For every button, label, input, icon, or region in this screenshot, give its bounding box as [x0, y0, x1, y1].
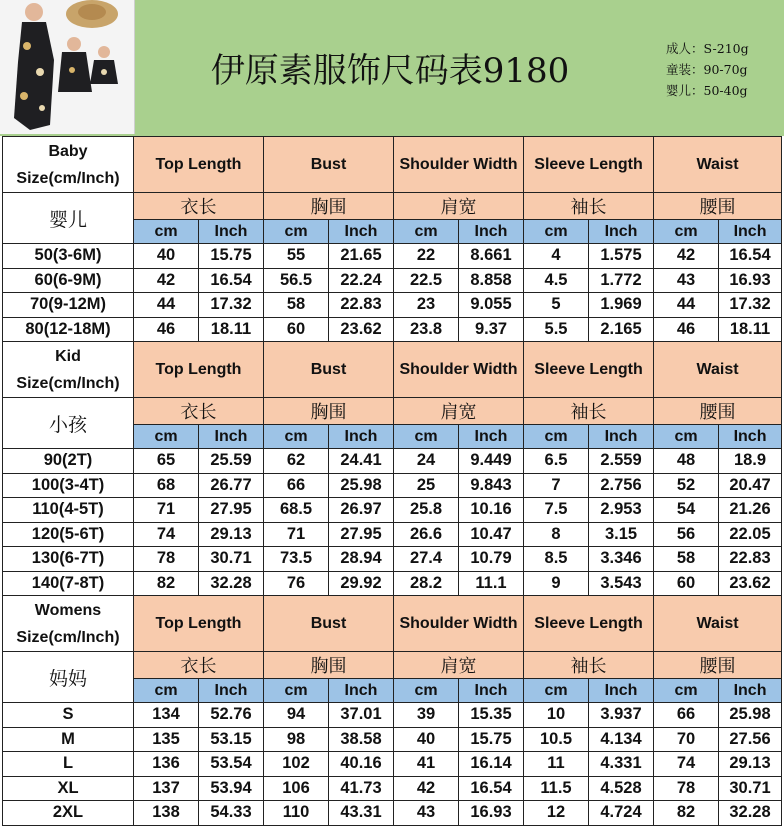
unit-inch: Inch	[589, 425, 654, 449]
column-chinese-header: 胸围	[264, 652, 394, 679]
table-cell: 25.98	[329, 473, 394, 498]
table-cell: 70	[654, 727, 719, 752]
column-header: Waist	[654, 137, 782, 193]
column-header: Shoulder Width	[394, 137, 524, 193]
table-cell: 135	[134, 727, 199, 752]
column-chinese-header: 胸围	[264, 398, 394, 425]
table-cell: 24	[394, 449, 459, 474]
unit-inch: Inch	[199, 220, 264, 244]
table-cell: 40.16	[329, 752, 394, 777]
unit-inch: Inch	[329, 679, 394, 703]
table-cell: 1.772	[589, 268, 654, 293]
table-cell: 110	[264, 801, 329, 826]
column-chinese-header: 腰围	[654, 398, 782, 425]
table-cell: 21.26	[719, 498, 782, 523]
table-cell: 38.58	[329, 727, 394, 752]
table-cell: 9	[524, 571, 589, 596]
chinese-header-row	[3, 193, 782, 220]
table-cell: 3.15	[589, 522, 654, 547]
size-label: 70(9-12M)	[3, 293, 134, 318]
group-header-row	[3, 596, 782, 652]
table-cell: 40	[134, 244, 199, 269]
size-label: 50(3-6M)	[3, 244, 134, 269]
table-cell: 16.93	[719, 268, 782, 293]
table-row	[3, 801, 782, 826]
table-cell: 102	[264, 752, 329, 777]
table-cell: 42	[134, 268, 199, 293]
table-cell: 48	[654, 449, 719, 474]
table-cell: 5.5	[524, 317, 589, 342]
column-chinese-header: 袖长	[524, 398, 654, 425]
table-cell: 27.95	[329, 522, 394, 547]
unit-cm: cm	[524, 679, 589, 703]
table-cell: 30.71	[719, 776, 782, 801]
table-cell: 41.73	[329, 776, 394, 801]
table-cell: 8	[524, 522, 589, 547]
table-cell: 137	[134, 776, 199, 801]
unit-cm: cm	[134, 425, 199, 449]
unit-cm: cm	[134, 679, 199, 703]
table-cell: 8.5	[524, 547, 589, 572]
group-label: Baby Size(cm/Inch)	[3, 137, 134, 193]
table-cell: 76	[264, 571, 329, 596]
table-cell: 25	[394, 473, 459, 498]
table-cell: 9.37	[459, 317, 524, 342]
size-label: 130(6-7T)	[3, 547, 134, 572]
unit-inch: Inch	[329, 220, 394, 244]
table-cell: 43	[654, 268, 719, 293]
table-cell: 56	[654, 522, 719, 547]
table-cell: 82	[134, 571, 199, 596]
table-cell: 53.94	[199, 776, 264, 801]
column-header: Top Length	[134, 596, 264, 652]
table-cell: 71	[264, 522, 329, 547]
weight-adult: 成人：S-210g	[666, 41, 749, 56]
unit-inch: Inch	[329, 425, 394, 449]
size-label: XL	[3, 776, 134, 801]
table-cell: 52.76	[199, 703, 264, 728]
table-cell: 71	[134, 498, 199, 523]
unit-inch: Inch	[589, 679, 654, 703]
unit-cm: cm	[264, 220, 329, 244]
size-label: 60(6-9M)	[3, 268, 134, 293]
size-label: S	[3, 703, 134, 728]
unit-inch: Inch	[719, 679, 782, 703]
column-chinese-header: 腰围	[654, 193, 782, 220]
column-header: Sleeve Length	[524, 137, 654, 193]
table-cell: 9.055	[459, 293, 524, 318]
unit-cm: cm	[394, 425, 459, 449]
unit-cm: cm	[394, 679, 459, 703]
table-cell: 42	[654, 244, 719, 269]
table-cell: 9.449	[459, 449, 524, 474]
table-cell: 94	[264, 703, 329, 728]
table-cell: 20.47	[719, 473, 782, 498]
table-cell: 68.5	[264, 498, 329, 523]
table-cell: 1.575	[589, 244, 654, 269]
table-row	[3, 776, 782, 801]
table-cell: 26.97	[329, 498, 394, 523]
table-cell: 56.5	[264, 268, 329, 293]
table-cell: 29.92	[329, 571, 394, 596]
table-row	[3, 293, 782, 318]
group-chinese-label: 婴儿	[3, 193, 134, 244]
table-cell: 15.35	[459, 703, 524, 728]
column-header: Top Length	[134, 137, 264, 193]
page-title: 伊原素服饰尺码表9180	[210, 51, 570, 91]
table-cell: 68	[134, 473, 199, 498]
table-cell: 55	[264, 244, 329, 269]
table-cell: 42	[394, 776, 459, 801]
table-cell: 10	[524, 703, 589, 728]
table-cell: 28.2	[394, 571, 459, 596]
table-cell: 4.528	[589, 776, 654, 801]
table-cell: 22.5	[394, 268, 459, 293]
table-cell: 40	[394, 727, 459, 752]
column-header: Waist	[654, 596, 782, 652]
table-cell: 25.98	[719, 703, 782, 728]
table-cell: 18.9	[719, 449, 782, 474]
table-cell: 41	[394, 752, 459, 777]
table-cell: 44	[134, 293, 199, 318]
table-cell: 3.937	[589, 703, 654, 728]
table-row	[3, 244, 782, 269]
unit-inch: Inch	[719, 425, 782, 449]
unit-cm: cm	[264, 679, 329, 703]
size-label: 90(2T)	[3, 449, 134, 474]
unit-inch: Inch	[719, 220, 782, 244]
table-cell: 3.543	[589, 571, 654, 596]
unit-inch: Inch	[199, 425, 264, 449]
size-label: 80(12-18M)	[3, 317, 134, 342]
table-cell: 98	[264, 727, 329, 752]
unit-inch: Inch	[459, 679, 524, 703]
table-cell: 43.31	[329, 801, 394, 826]
table-cell: 27.4	[394, 547, 459, 572]
column-header: Sleeve Length	[524, 342, 654, 398]
table-row	[3, 571, 782, 596]
table-cell: 9.843	[459, 473, 524, 498]
unit-cm: cm	[264, 425, 329, 449]
table-cell: 136	[134, 752, 199, 777]
table-cell: 6.5	[524, 449, 589, 474]
table-cell: 15.75	[199, 244, 264, 269]
weight-kid: 童装：90-70g	[666, 62, 748, 77]
column-chinese-header: 腰围	[654, 652, 782, 679]
column-chinese-header: 衣长	[134, 193, 264, 220]
column-chinese-header: 衣长	[134, 398, 264, 425]
table-cell: 15.75	[459, 727, 524, 752]
group-label: Kid Size(cm/Inch)	[3, 342, 134, 398]
column-header: Sleeve Length	[524, 596, 654, 652]
table-cell: 32.28	[719, 801, 782, 826]
unit-cm: cm	[524, 425, 589, 449]
table-cell: 22.24	[329, 268, 394, 293]
table-cell: 27.56	[719, 727, 782, 752]
unit-inch: Inch	[199, 679, 264, 703]
table-cell: 58	[264, 293, 329, 318]
table-cell: 10.16	[459, 498, 524, 523]
table-cell: 58	[654, 547, 719, 572]
table-row	[3, 268, 782, 293]
table-cell: 39	[394, 703, 459, 728]
unit-cm: cm	[654, 220, 719, 244]
table-cell: 22.83	[719, 547, 782, 572]
table-cell: 43	[394, 801, 459, 826]
column-header: Top Length	[134, 342, 264, 398]
group-label: Womens Size(cm/Inch)	[3, 596, 134, 652]
table-cell: 29.13	[199, 522, 264, 547]
table-cell: 74	[134, 522, 199, 547]
table-cell: 24.41	[329, 449, 394, 474]
table-cell: 16.54	[199, 268, 264, 293]
table-cell: 28.94	[329, 547, 394, 572]
unit-inch: Inch	[459, 425, 524, 449]
table-cell: 106	[264, 776, 329, 801]
table-cell: 53.15	[199, 727, 264, 752]
table-cell: 66	[264, 473, 329, 498]
column-header: Bust	[264, 137, 394, 193]
table-row	[3, 522, 782, 547]
table-cell: 4.724	[589, 801, 654, 826]
table-cell: 23	[394, 293, 459, 318]
table-row	[3, 547, 782, 572]
table-cell: 25.59	[199, 449, 264, 474]
column-chinese-header: 肩宽	[394, 193, 524, 220]
table-cell: 12	[524, 801, 589, 826]
table-cell: 7.5	[524, 498, 589, 523]
table-cell: 22.05	[719, 522, 782, 547]
table-cell: 46	[654, 317, 719, 342]
table-cell: 4.331	[589, 752, 654, 777]
table-cell: 73.5	[264, 547, 329, 572]
table-cell: 18.11	[719, 317, 782, 342]
table-cell: 29.13	[719, 752, 782, 777]
table-cell: 82	[654, 801, 719, 826]
header-banner	[0, 0, 784, 136]
size-label: L	[3, 752, 134, 777]
table-cell: 16.14	[459, 752, 524, 777]
column-chinese-header: 肩宽	[394, 398, 524, 425]
unit-inch: Inch	[589, 220, 654, 244]
table-cell: 62	[264, 449, 329, 474]
column-header: Shoulder Width	[394, 596, 524, 652]
table-row	[3, 473, 782, 498]
table-cell: 16.54	[719, 244, 782, 269]
size-chart-table	[2, 136, 782, 826]
table-cell: 8.858	[459, 268, 524, 293]
table-row	[3, 703, 782, 728]
table-cell: 5	[524, 293, 589, 318]
table-cell: 22.83	[329, 293, 394, 318]
unit-cm: cm	[394, 220, 459, 244]
group-header-row	[3, 342, 782, 398]
column-chinese-header: 袖长	[524, 652, 654, 679]
table-cell: 54.33	[199, 801, 264, 826]
unit-cm: cm	[134, 220, 199, 244]
table-row	[3, 727, 782, 752]
table-cell: 30.71	[199, 547, 264, 572]
table-cell: 26.6	[394, 522, 459, 547]
table-cell: 4.5	[524, 268, 589, 293]
table-cell: 25.8	[394, 498, 459, 523]
table-cell: 2.953	[589, 498, 654, 523]
table-cell: 52	[654, 473, 719, 498]
table-cell: 4.134	[589, 727, 654, 752]
table-cell: 21.65	[329, 244, 394, 269]
table-cell: 3.346	[589, 547, 654, 572]
table-cell: 46	[134, 317, 199, 342]
table-cell: 65	[134, 449, 199, 474]
table-cell: 44	[654, 293, 719, 318]
table-row	[3, 449, 782, 474]
table-row	[3, 752, 782, 777]
table-row	[3, 498, 782, 523]
table-cell: 7	[524, 473, 589, 498]
table-cell: 66	[654, 703, 719, 728]
column-header: Shoulder Width	[394, 342, 524, 398]
table-cell: 23.8	[394, 317, 459, 342]
table-cell: 1.969	[589, 293, 654, 318]
table-cell: 54	[654, 498, 719, 523]
unit-cm: cm	[654, 679, 719, 703]
table-cell: 26.77	[199, 473, 264, 498]
dress-photo-illustration	[0, 0, 134, 134]
table-cell: 78	[654, 776, 719, 801]
table-cell: 11.5	[524, 776, 589, 801]
table-cell: 74	[654, 752, 719, 777]
size-label: 2XL	[3, 801, 134, 826]
column-header: Waist	[654, 342, 782, 398]
table-cell: 4	[524, 244, 589, 269]
size-label: 100(3-4T)	[3, 473, 134, 498]
table-cell: 23.62	[329, 317, 394, 342]
unit-cm: cm	[524, 220, 589, 244]
weight-info	[666, 38, 782, 101]
table-cell: 53.54	[199, 752, 264, 777]
table-cell: 10.79	[459, 547, 524, 572]
table-row	[3, 317, 782, 342]
table-cell: 11.1	[459, 571, 524, 596]
table-cell: 16.93	[459, 801, 524, 826]
chinese-header-row	[3, 652, 782, 679]
size-label: 110(4-5T)	[3, 498, 134, 523]
table-cell: 10.5	[524, 727, 589, 752]
weight-baby: 婴儿：50-40g	[666, 83, 748, 98]
column-chinese-header: 胸围	[264, 193, 394, 220]
group-chinese-label: 小孩	[3, 398, 134, 449]
table-cell: 22	[394, 244, 459, 269]
table-cell: 17.32	[719, 293, 782, 318]
table-cell: 2.559	[589, 449, 654, 474]
size-label: 140(7-8T)	[3, 571, 134, 596]
table-cell: 78	[134, 547, 199, 572]
size-label: M	[3, 727, 134, 752]
table-cell: 11	[524, 752, 589, 777]
unit-cm: cm	[654, 425, 719, 449]
table-cell: 32.28	[199, 571, 264, 596]
column-chinese-header: 袖长	[524, 193, 654, 220]
table-cell: 60	[654, 571, 719, 596]
table-cell: 2.756	[589, 473, 654, 498]
table-cell: 27.95	[199, 498, 264, 523]
size-label: 120(5-6T)	[3, 522, 134, 547]
table-cell: 134	[134, 703, 199, 728]
table-cell: 60	[264, 317, 329, 342]
product-photo	[0, 0, 135, 134]
column-header: Bust	[264, 342, 394, 398]
group-header-row	[3, 137, 782, 193]
table-cell: 17.32	[199, 293, 264, 318]
table-cell: 18.11	[199, 317, 264, 342]
unit-inch: Inch	[459, 220, 524, 244]
chinese-header-row	[3, 398, 782, 425]
table-cell: 2.165	[589, 317, 654, 342]
table-cell: 23.62	[719, 571, 782, 596]
table-cell: 16.54	[459, 776, 524, 801]
column-chinese-header: 衣长	[134, 652, 264, 679]
table-cell: 10.47	[459, 522, 524, 547]
column-header: Bust	[264, 596, 394, 652]
column-chinese-header: 肩宽	[394, 652, 524, 679]
table-cell: 8.661	[459, 244, 524, 269]
table-cell: 138	[134, 801, 199, 826]
group-chinese-label: 妈妈	[3, 652, 134, 703]
table-cell: 37.01	[329, 703, 394, 728]
